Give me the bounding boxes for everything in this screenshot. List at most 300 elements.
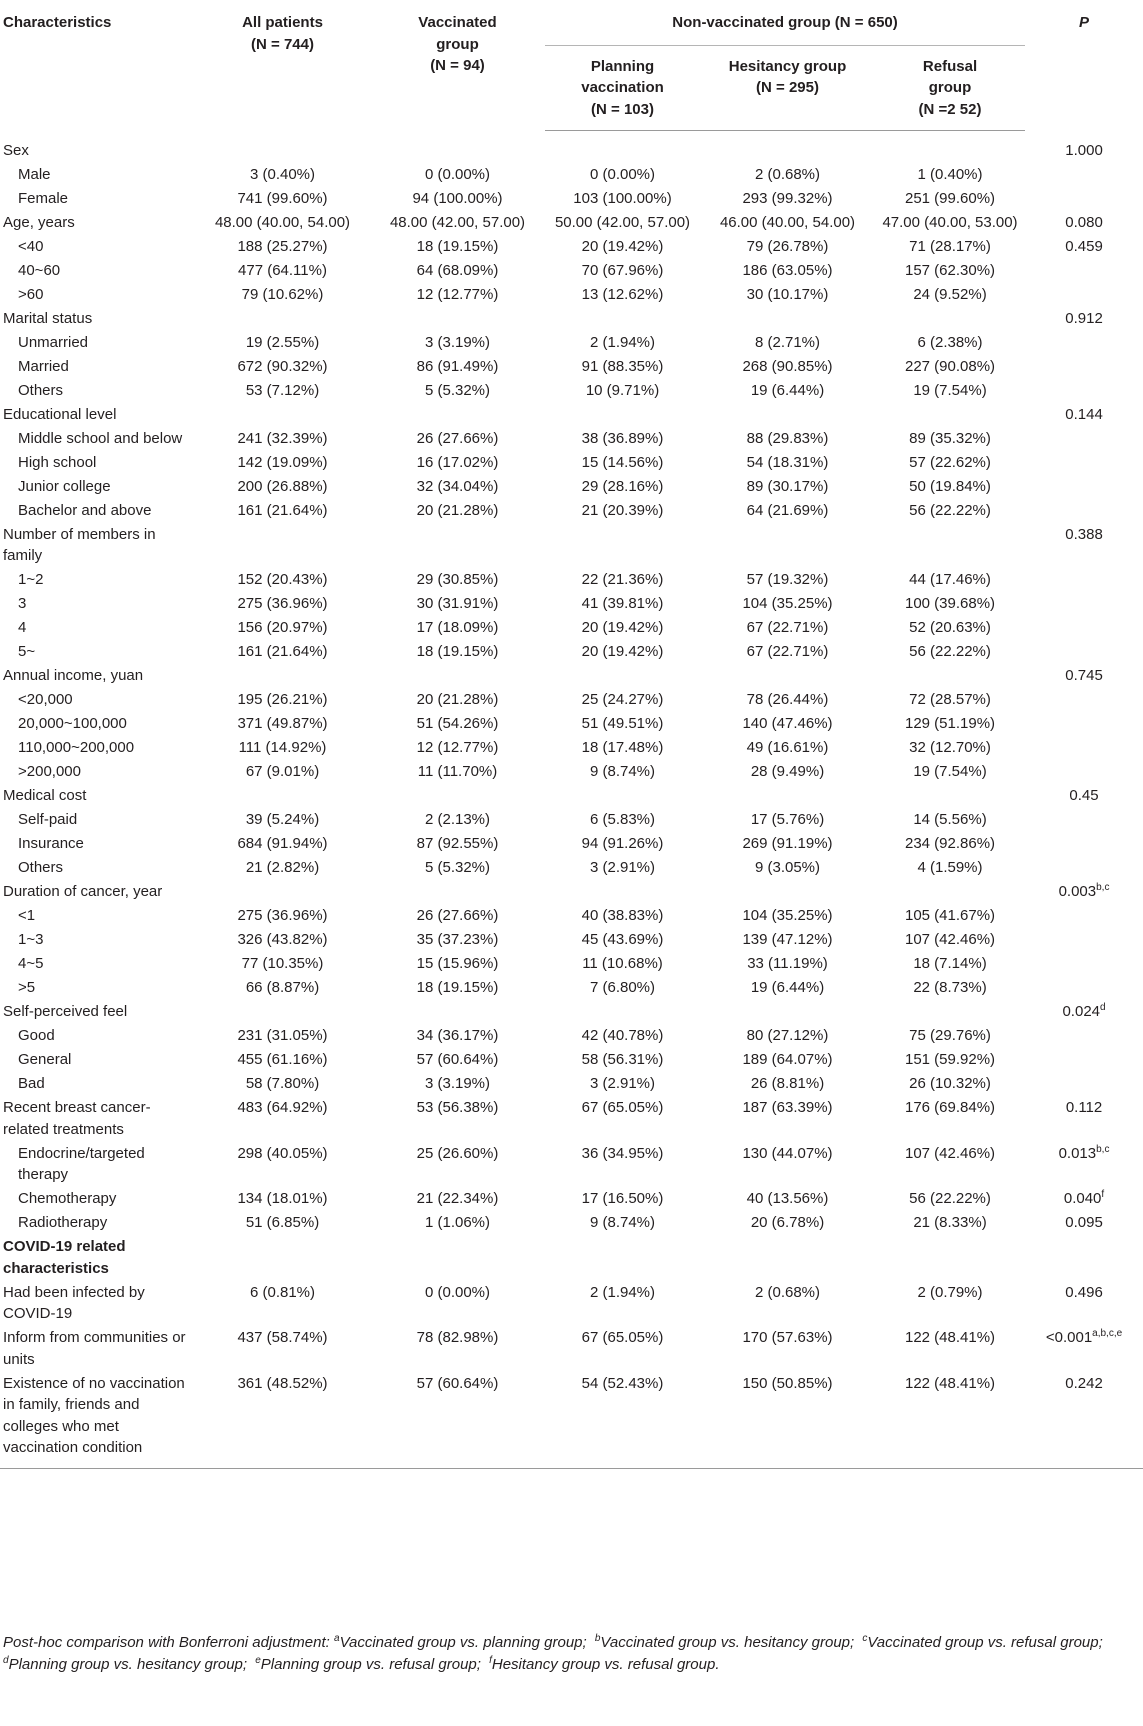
p-value xyxy=(1025,617,1143,641)
table-cell: 157 (62.30%) xyxy=(904,261,996,279)
table-cell: 44 (17.46%) xyxy=(909,571,991,588)
p-value xyxy=(1025,380,1143,404)
p-value xyxy=(1025,131,1143,164)
table-cell: 3 (2.91%) xyxy=(589,859,656,876)
table-cell: 64 (68.09%) xyxy=(416,261,499,279)
footnote-text: Planning group vs. hesitancy group; xyxy=(8,1656,248,1673)
table-cell: 251 (99.60%) xyxy=(904,189,996,207)
footnote-item xyxy=(255,1656,481,1673)
table-cell: 57 (19.32%) xyxy=(746,571,829,588)
p-value xyxy=(1025,761,1143,785)
table-cell: 0 (0.00%) xyxy=(424,1283,491,1301)
table-cell: 298 (40.05%) xyxy=(237,1144,328,1162)
table-cell xyxy=(700,1001,875,1025)
table-row xyxy=(0,164,1143,188)
table-row xyxy=(0,737,1143,761)
table-cell xyxy=(700,524,875,570)
table-cell: 79 (10.62%) xyxy=(241,285,324,303)
table-cell: 361 (48.52%) xyxy=(195,1373,370,1469)
header-row-1 xyxy=(0,0,1143,45)
table-cell xyxy=(700,881,875,905)
table-cell xyxy=(370,881,545,905)
table-cell: 2 (0.68%) xyxy=(754,1283,821,1301)
table-cell: 1 (0.40%) xyxy=(917,165,983,183)
table-row xyxy=(0,356,1143,380)
table-cell xyxy=(195,1236,370,1282)
table-cell: 3 (2.91%) xyxy=(589,1075,656,1092)
table-cell xyxy=(875,308,1025,332)
row-label: General xyxy=(18,1051,72,1068)
p-value-text: 0.112 xyxy=(1065,1099,1103,1116)
table-cell xyxy=(700,131,875,164)
row-label: Medical cost xyxy=(3,787,87,804)
table-cell: 91 (88.35%) xyxy=(581,357,664,375)
table-cell: 100 (39.68%) xyxy=(904,595,996,612)
table-cell xyxy=(545,308,700,332)
p-value-text: 0.003 xyxy=(1058,883,1097,900)
row-label: 1~2 xyxy=(18,571,44,588)
table-cell: 122 (48.41%) xyxy=(904,1329,996,1346)
header-planning-n: (N = 103) xyxy=(591,100,654,118)
table-cell: 57 (22.62%) xyxy=(909,453,991,471)
table-cell: 16 (17.02%) xyxy=(416,453,499,471)
p-value xyxy=(1025,188,1143,212)
row-label: Inform from communities or units xyxy=(3,1329,186,1368)
table-cell: 0 (0.00%) xyxy=(424,165,491,183)
table-cell xyxy=(195,524,370,570)
table-row xyxy=(0,761,1143,785)
table-row xyxy=(0,1073,1143,1097)
table-cell: 78 (82.98%) xyxy=(416,1329,499,1346)
table-cell: 21 (22.34%) xyxy=(416,1190,499,1207)
footnote-item xyxy=(3,1656,247,1673)
table-cell: 56 (22.22%) xyxy=(909,643,991,660)
table-cell: 36 (34.95%) xyxy=(581,1144,664,1162)
p-value xyxy=(1025,737,1143,761)
footnote-item xyxy=(595,1634,854,1651)
table-cell: 6 (2.38%) xyxy=(917,333,983,351)
table-cell: 67 (9.01%) xyxy=(245,763,320,780)
row-label: >200,000 xyxy=(18,763,81,780)
table-cell xyxy=(195,404,370,428)
header-planning xyxy=(545,45,700,131)
row-label: Age, years xyxy=(3,213,75,231)
table-cell: 9 (3.05%) xyxy=(754,859,821,876)
footnote-mark: b xyxy=(594,1633,601,1644)
p-value xyxy=(1025,428,1143,452)
table-cell: 103 (100.00%) xyxy=(573,189,672,207)
table-cell: 139 (47.12%) xyxy=(742,931,833,948)
table-cell: 161 (21.64%) xyxy=(237,643,328,660)
header-characteristics xyxy=(0,0,195,131)
table-cell: 24 (9.52%) xyxy=(913,285,987,303)
table-cell: 70 (67.96%) xyxy=(581,261,664,279)
table-cell: 741 (99.60%) xyxy=(237,189,328,207)
header-vaccinated xyxy=(370,0,545,131)
row-label: Recent breast cancer-related treatments xyxy=(3,1099,151,1138)
table-cell: 89 (35.32%) xyxy=(909,429,991,447)
footnote-mark: f xyxy=(489,1655,492,1666)
header-refusal xyxy=(875,45,1025,131)
p-value xyxy=(1025,569,1143,593)
table-cell: 161 (21.64%) xyxy=(237,501,328,519)
p-value xyxy=(1025,236,1143,260)
p-value xyxy=(1025,1073,1143,1097)
table-cell xyxy=(195,881,370,905)
table-cell: 86 (91.49%) xyxy=(416,357,499,375)
footnote-text: Vaccinated group vs. hesitancy group; xyxy=(600,1634,855,1651)
table-cell: 53 (7.12%) xyxy=(245,381,320,399)
table-row xyxy=(0,131,1143,164)
table-cell: 12 (12.77%) xyxy=(416,739,499,756)
table-cell: 2 (1.94%) xyxy=(589,1283,656,1301)
table-cell: 11 (11.70%) xyxy=(417,763,498,780)
table-cell: 18 (19.15%) xyxy=(416,643,499,660)
table-cell: 22 (8.73%) xyxy=(913,979,987,996)
table-cell: 437 (58.74%) xyxy=(237,1329,328,1346)
table-cell: 6 (0.81%) xyxy=(249,1283,316,1301)
header-nonvaccinated xyxy=(545,0,1025,45)
row-label: Self-paid xyxy=(18,811,78,828)
header-vaccinated-label: Vaccinated group xyxy=(418,14,497,53)
table-row xyxy=(0,905,1143,929)
row-label: Self-perceived feel xyxy=(3,1003,128,1020)
table-cell xyxy=(545,1236,700,1282)
table-row xyxy=(0,308,1143,332)
row-label: Radiotherapy xyxy=(18,1214,108,1231)
table-row xyxy=(0,689,1143,713)
table-row xyxy=(0,236,1143,260)
table-footnote xyxy=(3,1632,1133,1676)
p-value-text: 1.000 xyxy=(1065,141,1103,159)
table-cell: 57 (60.64%) xyxy=(370,1373,545,1469)
table-cell: 17 (18.09%) xyxy=(416,619,499,636)
table-cell: 26 (27.66%) xyxy=(416,907,499,924)
p-value xyxy=(1025,1143,1143,1189)
table-row xyxy=(0,929,1143,953)
p-value xyxy=(1025,404,1143,428)
row-label: 4~5 xyxy=(18,955,44,972)
p-value-text: 0.745 xyxy=(1065,667,1103,684)
table-cell: 58 (56.31%) xyxy=(581,1051,664,1068)
table-cell: 47.00 (40.00, 53.00) xyxy=(882,213,1018,231)
header-all-patients-label: All patients xyxy=(242,14,323,31)
table-cell: 17 (5.76%) xyxy=(750,811,825,828)
table-cell: 77 (10.35%) xyxy=(241,955,324,972)
p-value xyxy=(1025,1049,1143,1073)
table-row xyxy=(0,977,1143,1001)
p-value xyxy=(1025,1212,1143,1236)
table-cell: 71 (28.17%) xyxy=(909,237,991,255)
table-cell: 186 (63.05%) xyxy=(742,261,833,279)
table-cell: 67 (22.71%) xyxy=(746,643,829,660)
p-value xyxy=(1025,713,1143,737)
table-cell: 22 (21.36%) xyxy=(581,571,664,588)
p-value-superscript: b,c xyxy=(1096,1143,1110,1155)
table-cell: 326 (43.82%) xyxy=(237,931,328,948)
table-cell: 87 (92.55%) xyxy=(416,835,499,852)
table-cell: 227 (90.08%) xyxy=(904,357,996,375)
table-cell: 32 (12.70%) xyxy=(909,739,991,756)
row-label: Bad xyxy=(18,1075,45,1092)
table-cell: 152 (20.43%) xyxy=(237,571,328,588)
table-cell: 483 (64.92%) xyxy=(237,1099,328,1116)
table-cell: 35 (37.23%) xyxy=(416,931,499,948)
table-cell: 107 (42.46%) xyxy=(904,1144,996,1162)
row-label: High school xyxy=(18,453,97,471)
table-cell: 20 (21.28%) xyxy=(416,691,499,708)
p-value xyxy=(1025,953,1143,977)
table-cell xyxy=(545,524,700,570)
row-label: <1 xyxy=(18,907,36,924)
p-value xyxy=(1025,1001,1143,1025)
table-cell: 18 (7.14%) xyxy=(913,955,987,972)
table-cell: 21 (20.39%) xyxy=(581,501,664,519)
header-all-patients xyxy=(195,0,370,131)
table-cell: 13 (12.62%) xyxy=(581,285,664,303)
table-cell: 12 (12.77%) xyxy=(416,285,499,303)
table-cell xyxy=(545,131,700,164)
row-label: COVID-19 related characteristics xyxy=(3,1238,126,1277)
table-cell: 21 (8.33%) xyxy=(913,1214,987,1231)
table-cell: 80 (27.12%) xyxy=(746,1027,829,1044)
table-row xyxy=(0,881,1143,905)
table-cell: 3 (3.19%) xyxy=(424,333,491,351)
table-row xyxy=(0,1327,1143,1373)
footnote-item xyxy=(489,1656,719,1673)
table-cell: 46.00 (40.00, 54.00) xyxy=(719,213,856,231)
table-cell xyxy=(370,308,545,332)
table-cell xyxy=(370,131,545,164)
table-cell: 105 (41.67%) xyxy=(904,907,996,924)
table-cell: 455 (61.16%) xyxy=(237,1051,328,1068)
table-row xyxy=(0,713,1143,737)
table-cell: 51 (54.26%) xyxy=(416,715,499,732)
p-value xyxy=(1025,164,1143,188)
p-value xyxy=(1025,260,1143,284)
table-cell: 20 (19.42%) xyxy=(581,643,664,660)
table-cell: 142 (19.09%) xyxy=(237,453,328,471)
header-p xyxy=(1025,0,1143,131)
table-cell: 66 (8.87%) xyxy=(245,979,320,996)
table-cell: 19 (7.54%) xyxy=(913,381,987,399)
footnote-text: Vaccinated group vs. refusal group; xyxy=(867,1634,1103,1651)
p-value xyxy=(1025,905,1143,929)
row-label: Others xyxy=(18,859,64,876)
table-cell: 41 (39.81%) xyxy=(581,595,664,612)
table-cell: 4 (1.59%) xyxy=(917,859,983,876)
table-cell: 67 (65.05%) xyxy=(581,1329,664,1346)
p-value xyxy=(1025,1373,1143,1469)
p-value xyxy=(1025,332,1143,356)
table-cell: 10 (9.71%) xyxy=(585,381,660,399)
table-cell: 5 (5.32%) xyxy=(424,859,491,876)
p-value xyxy=(1025,524,1143,570)
table-cell xyxy=(875,785,1025,809)
table-cell xyxy=(875,1236,1025,1282)
row-label: Junior college xyxy=(18,477,111,495)
p-value-text: 0.912 xyxy=(1065,309,1103,327)
row-label: Good xyxy=(18,1027,55,1044)
table-cell: 56 (22.22%) xyxy=(909,501,991,519)
table-cell xyxy=(700,404,875,428)
p-value-text: 0.024 xyxy=(1062,1003,1101,1020)
table-cell: 64 (21.69%) xyxy=(746,501,829,519)
table-cell xyxy=(195,131,370,164)
table-row xyxy=(0,380,1143,404)
table-cell: 20 (19.42%) xyxy=(581,237,664,255)
table-row xyxy=(0,1049,1143,1073)
header-hesitancy xyxy=(700,45,875,131)
table-cell: 672 (90.32%) xyxy=(237,357,328,375)
footnote-text: Planning group vs. refusal group; xyxy=(260,1656,481,1673)
footnote-mark: a xyxy=(334,1633,340,1644)
table-body xyxy=(0,131,1143,1469)
table-cell: 18 (17.48%) xyxy=(581,739,664,756)
row-label: Annual income, yuan xyxy=(3,667,144,684)
table-row xyxy=(0,833,1143,857)
p-value xyxy=(1025,476,1143,500)
p-value-text: 0.080 xyxy=(1065,213,1103,231)
p-value-text: 0.144 xyxy=(1065,405,1103,423)
table-row xyxy=(0,1097,1143,1143)
table-cell: 25 (24.27%) xyxy=(581,691,664,708)
table-cell: 42 (40.78%) xyxy=(581,1027,664,1044)
table-cell: 200 (26.88%) xyxy=(237,477,328,495)
table-cell: 122 (48.41%) xyxy=(875,1373,1025,1469)
table-cell xyxy=(700,785,875,809)
table-cell: 21 (2.82%) xyxy=(245,859,320,876)
table-cell: 26 (8.81%) xyxy=(750,1075,825,1092)
table-cell: 3 (0.40%) xyxy=(249,165,316,183)
table-cell: 20 (21.28%) xyxy=(416,501,499,519)
row-label: 40~60 xyxy=(18,261,61,279)
table-cell: 19 (2.55%) xyxy=(245,333,320,351)
table-cell: 188 (25.27%) xyxy=(237,237,328,255)
p-value-text: 0.45 xyxy=(1069,787,1099,804)
table-cell: 275 (36.96%) xyxy=(237,595,328,612)
table-cell: 130 (44.07%) xyxy=(742,1144,833,1162)
table-cell: 33 (11.19%) xyxy=(747,955,828,972)
table-row xyxy=(0,1143,1143,1189)
row-label: 110,000~200,000 xyxy=(18,739,135,756)
table-row xyxy=(0,1282,1143,1328)
row-label: >5 xyxy=(18,979,36,996)
table-cell xyxy=(545,665,700,689)
table-cell: 275 (36.96%) xyxy=(237,907,328,924)
table-cell xyxy=(370,1236,545,1282)
row-label: Others xyxy=(18,381,64,399)
p-value xyxy=(1025,1282,1143,1328)
table-cell: 50.00 (42.00, 57.00) xyxy=(554,213,691,231)
table-cell: 29 (30.85%) xyxy=(416,571,499,588)
table-cell xyxy=(195,665,370,689)
p-value-text: <0.001 xyxy=(1045,1329,1093,1346)
table-row xyxy=(0,332,1143,356)
table-row xyxy=(0,452,1143,476)
table-cell: 67 (22.71%) xyxy=(746,619,829,636)
row-label: <20,000 xyxy=(18,691,73,708)
table-cell: 11 (10.68%) xyxy=(582,955,663,972)
table-cell: 0 (0.00%) xyxy=(589,165,656,183)
table-cell: 19 (6.44%) xyxy=(750,381,825,399)
footnote-text: Vaccinated group vs. planning group; xyxy=(339,1634,587,1651)
table-cell: 104 (35.25%) xyxy=(742,907,833,924)
table-cell: 9 (8.74%) xyxy=(589,1214,656,1231)
table-cell: 52 (20.63%) xyxy=(909,619,991,636)
p-value xyxy=(1025,500,1143,524)
table-cell xyxy=(875,1001,1025,1025)
footnote-mark: d xyxy=(3,1655,9,1666)
table-cell: 187 (63.39%) xyxy=(742,1099,833,1116)
table-cell: 15 (15.96%) xyxy=(416,955,499,972)
table-cell xyxy=(545,404,700,428)
p-value-superscript: f xyxy=(1101,1189,1105,1200)
p-value-text: 0.040 xyxy=(1063,1190,1102,1207)
table-cell xyxy=(875,524,1025,570)
row-label: Insurance xyxy=(18,835,84,852)
row-label: Bachelor and above xyxy=(18,501,152,519)
table-cell: 6 (5.83%) xyxy=(589,811,656,828)
header-nonvaccinated-label: Non-vaccinated group (N = 650) xyxy=(672,14,898,31)
table-cell: 67 (65.05%) xyxy=(581,1099,664,1116)
table-cell: 3 (3.19%) xyxy=(424,1075,491,1092)
table-cell: 19 (6.44%) xyxy=(750,979,825,996)
row-label: Sex xyxy=(3,141,29,159)
table-cell xyxy=(875,665,1025,689)
table-cell: 104 (35.25%) xyxy=(742,595,833,612)
table-cell: 53 (56.38%) xyxy=(416,1099,499,1116)
table-cell: 268 (90.85%) xyxy=(742,357,833,375)
table-row xyxy=(0,404,1143,428)
row-label: 4 xyxy=(18,619,27,636)
table-cell xyxy=(370,785,545,809)
row-label: 1~3 xyxy=(18,931,44,948)
table-row xyxy=(0,1236,1143,1282)
table-cell: 26 (27.66%) xyxy=(416,429,499,447)
p-value xyxy=(1025,1236,1143,1282)
row-label: Middle school and below xyxy=(18,429,183,447)
table-cell xyxy=(370,524,545,570)
table-cell: 34 (36.17%) xyxy=(416,1027,499,1044)
table-cell: 176 (69.84%) xyxy=(904,1099,996,1116)
table-row xyxy=(0,857,1143,881)
table-cell: 75 (29.76%) xyxy=(909,1027,991,1044)
table-cell: 25 (26.60%) xyxy=(416,1144,499,1162)
table-cell: 231 (31.05%) xyxy=(237,1027,328,1044)
table-row xyxy=(0,785,1143,809)
table-cell: 8 (2.71%) xyxy=(754,333,821,351)
table-cell: 293 (99.32%) xyxy=(742,189,833,207)
row-label: Duration of cancer, year xyxy=(3,883,163,900)
header-hesitancy-n: (N = 295) xyxy=(756,79,819,96)
row-label: Married xyxy=(18,357,69,375)
row-label: Unmarried xyxy=(18,333,89,351)
row-label: Female xyxy=(18,189,69,207)
table-cell: 7 (6.80%) xyxy=(589,979,656,996)
table-cell: 684 (91.94%) xyxy=(237,835,328,852)
table-row xyxy=(0,953,1143,977)
row-label: 3 xyxy=(18,595,27,612)
header-refusal-n: (N =2 52) xyxy=(918,100,982,118)
row-label: 20,000~100,000 xyxy=(18,715,127,732)
table-cell: 39 (5.24%) xyxy=(245,811,320,828)
table-cell: 269 (91.19%) xyxy=(742,835,833,852)
footnote-mark: e xyxy=(255,1655,261,1666)
table-row xyxy=(0,593,1143,617)
table-cell xyxy=(700,308,875,332)
table-cell: 89 (30.17%) xyxy=(746,477,829,495)
